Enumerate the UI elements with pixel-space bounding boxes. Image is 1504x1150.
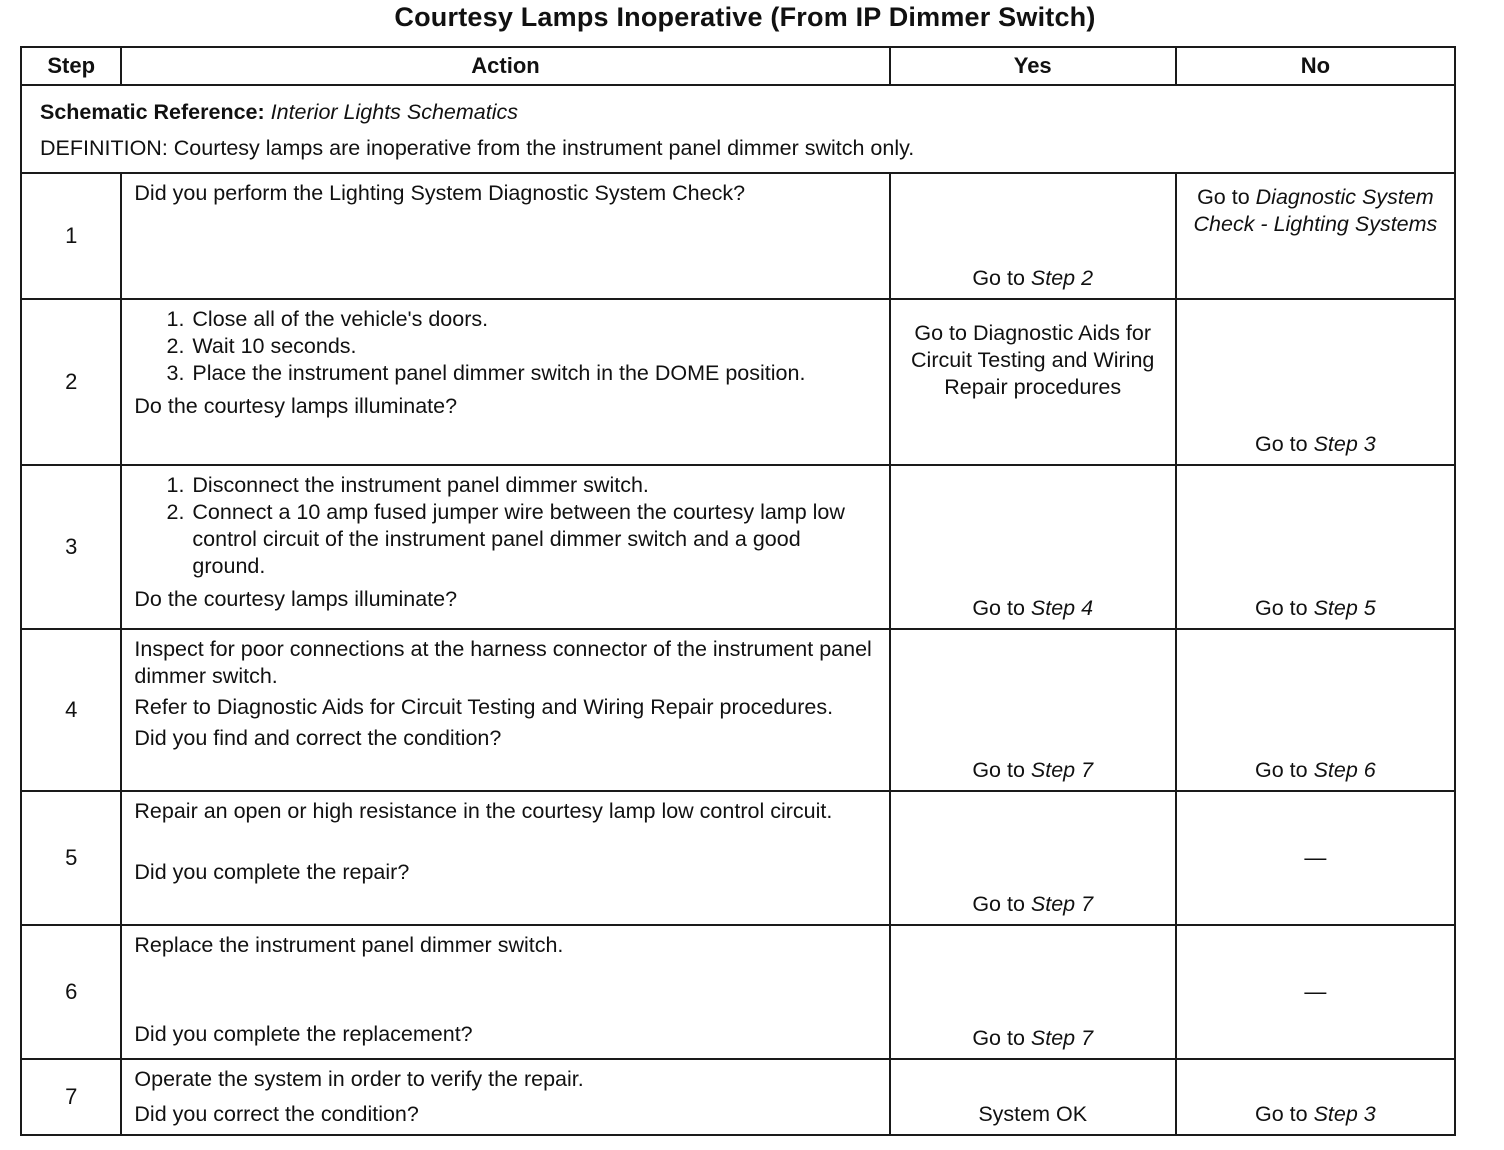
action-text: Operate the system in order to verify the repair. [134, 1067, 584, 1091]
yes-link[interactable]: Step 7 [1030, 1026, 1094, 1050]
go-to-label: Go to [1255, 758, 1308, 782]
go-to-label: Go to [972, 892, 1025, 916]
yes-cell [890, 1059, 1176, 1135]
header-step: Step [21, 47, 121, 85]
table-row [21, 173, 1455, 299]
action-text: Repair an open or high resistance in the courtesy lamp low control circuit. [134, 799, 833, 823]
table-row [21, 1059, 1455, 1135]
no-link[interactable]: Diagnostic System Check - Lighting Systems [1193, 185, 1438, 236]
action-text: Replace the instrument panel dimmer switch. [134, 933, 564, 957]
yes-cell [890, 791, 1176, 925]
no-cell [1176, 629, 1455, 791]
no-cell [1176, 1059, 1455, 1135]
go-to-label: Go to [1255, 596, 1308, 620]
yes-cell [890, 629, 1176, 791]
diagnostic-table [20, 46, 1456, 1136]
question: Did you complete the repair? [134, 860, 410, 884]
yes-link[interactable]: Step 2 [1030, 266, 1094, 290]
table-row [21, 299, 1455, 465]
yes-link[interactable]: Step 4 [1030, 596, 1094, 620]
go-to-label: Go to [972, 596, 1025, 620]
step-number: 5 [21, 791, 121, 925]
question: Did you complete the replacement? [134, 1022, 473, 1046]
list-item: 2. Wait 10 seconds. [190, 333, 876, 360]
no-cell [1176, 791, 1455, 925]
go-to-label: Go to [972, 758, 1025, 782]
schematic-reference [40, 94, 1436, 130]
go-to-label: Go to [1197, 185, 1250, 209]
table-row [21, 629, 1455, 791]
question: Do the courtesy lamps illuminate? [134, 587, 458, 611]
schematic-link[interactable]: Interior Lights Schematics [270, 100, 519, 124]
step-number: 2 [21, 299, 121, 465]
go-to-label: Go to [972, 266, 1025, 290]
page-title: Courtesy Lamps Inoperative (From IP Dimmer Switch) [394, 2, 1096, 32]
go-to-label: Go to [1255, 432, 1308, 456]
no-cell [1176, 299, 1455, 465]
header-no: No [1176, 47, 1455, 85]
action-cell [121, 629, 889, 791]
action-cell [121, 465, 889, 629]
list-item: 1. Disconnect the instrument panel dimmer switch. [190, 472, 876, 499]
step-number: 1 [21, 173, 121, 299]
no-cell [1176, 173, 1455, 299]
no-text: — [1304, 845, 1327, 870]
yes-cell [890, 299, 1176, 465]
no-link[interactable]: Step 3 [1313, 432, 1376, 456]
list-item: 3. Place the instrument panel dimmer switch in the DOME position. [190, 360, 876, 387]
question: Did you correct the condition? [134, 1102, 419, 1126]
question: Did you find and correct the condition? [134, 726, 502, 750]
no-link[interactable]: Step 3 [1313, 1102, 1376, 1126]
step-number: 4 [21, 629, 121, 791]
header-row [21, 47, 1455, 85]
procedure-list [134, 472, 876, 580]
action-text: Inspect for poor connections at the harness connector of the instrument panel dimmer switch. [134, 637, 872, 688]
yes-cell [890, 925, 1176, 1059]
procedure-list [134, 306, 876, 387]
no-cell [1176, 465, 1455, 629]
action-cell [121, 1059, 889, 1135]
yes-cell [890, 465, 1176, 629]
go-to-label: Go to [1255, 1102, 1308, 1126]
no-text: — [1304, 979, 1327, 1004]
table-row [21, 465, 1455, 629]
yes-link[interactable]: Step 7 [1030, 892, 1094, 916]
no-cell [1176, 925, 1455, 1059]
yes-link[interactable]: Step 7 [1030, 758, 1094, 782]
table-row [21, 791, 1455, 925]
step-number: 3 [21, 465, 121, 629]
no-link[interactable]: Step 5 [1313, 596, 1376, 620]
list-item: 2. Connect a 10 amp fused jumper wire between the courtesy lamp low control circuit of the instrument panel dimmer switch and a good ground. [190, 499, 876, 580]
header-yes: Yes [890, 47, 1176, 85]
action-cell [121, 173, 889, 299]
no-link[interactable]: Step 6 [1313, 758, 1376, 782]
yes-cell [890, 173, 1176, 299]
header-action: Action [121, 47, 889, 85]
definition: DEFINITION: Courtesy lamps are inoperative from the instrument panel dimmer switch only. [40, 136, 915, 160]
action-cell [121, 791, 889, 925]
step-number: 6 [21, 925, 121, 1059]
yes-text: System OK [978, 1102, 1088, 1126]
question: Did you perform the Lighting System Diagnostic System Check? [134, 181, 746, 205]
go-to-label: Go to [972, 1026, 1025, 1050]
schematic-label: Schematic Reference: [40, 100, 265, 124]
action-text: Refer to Diagnostic Aids for Circuit Testing and Wiring Repair procedures. [134, 695, 834, 719]
action-cell [121, 925, 889, 1059]
question: Do the courtesy lamps illuminate? [134, 394, 458, 418]
yes-text[interactable]: Go to Diagnostic Aids for Circuit Testing and Wiring Repair procedures [911, 321, 1155, 399]
step-number: 7 [21, 1059, 121, 1135]
schematic-row [21, 85, 1455, 173]
action-cell [121, 299, 889, 465]
list-item: 1. Close all of the vehicle's doors. [190, 306, 876, 333]
table-row [21, 925, 1455, 1059]
